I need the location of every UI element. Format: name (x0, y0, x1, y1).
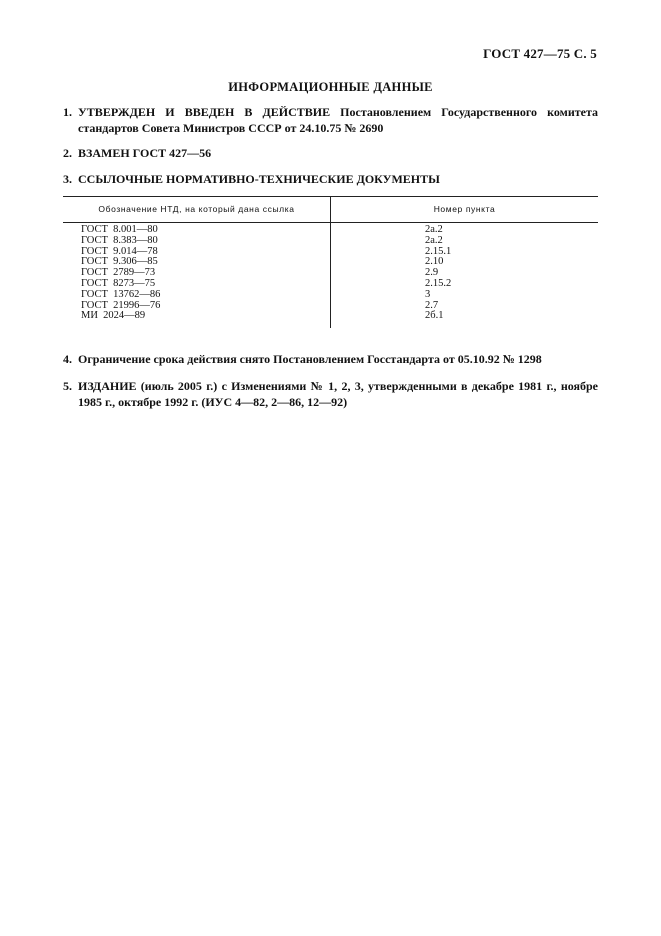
table-row (63, 236, 598, 247)
table-body (63, 225, 598, 322)
cell-document: ГОСТ 8.383—80 (81, 234, 158, 246)
cell-document: ГОСТ 8273—75 (81, 277, 156, 289)
item-number: 3. (63, 172, 72, 186)
cell-document: МИ 2024—89 (81, 310, 146, 322)
item-text: Ограничение срока действия снято Постановлением Госстандарта от 05.10.92 № 1298 (78, 352, 542, 366)
cell-document: ГОСТ 21996—76 (81, 299, 161, 311)
info-item-5 (63, 378, 598, 410)
cell-document: ГОСТ 13762—86 (81, 288, 161, 300)
cell-clause: 2.9 (425, 267, 439, 279)
cell-clause: 2а.2 (425, 234, 443, 246)
info-item-1 (63, 104, 598, 136)
cell-document: ГОСТ 2789—73 (81, 267, 156, 279)
info-item-4 (63, 351, 598, 367)
table-header-document: Обозначение НТД, на который дана ссылка (98, 204, 295, 214)
item-number: 4. (63, 352, 72, 366)
table-row (63, 311, 598, 322)
item-text: ИЗДАНИЕ (июль 2005 г.) с Изменениями № 1, 2, 3, утвержденными в декабре 1981 г., ноябре 1985 г., октябре 1992 г. (ИУС 4—82, 2—86, 12—92) (78, 379, 598, 409)
cell-clause: 2.15.2 (425, 277, 452, 289)
item-number: 1. (63, 105, 72, 119)
info-item-3 (63, 171, 598, 187)
cell-document: ГОСТ 8.001—80 (81, 224, 158, 235)
page-title: ИНФОРМАЦИОННЫЕ ДАННЫЕ (228, 80, 433, 94)
cell-clause: 2.10 (425, 256, 444, 268)
item-text: ВЗАМЕН ГОСТ 427—56 (78, 146, 212, 160)
cell-document: ГОСТ 9.014—78 (81, 245, 158, 257)
cell-clause: 2.15.1 (425, 245, 452, 257)
item-text: УТВЕРЖДЕН И ВВЕДЕН В ДЕЙСТВИЕ Постановлением Государственного комитета стандартов Совета Министров СССР от 24.10.75 № 2690 (78, 105, 598, 135)
table-header-clause: Номер пункта (433, 204, 496, 214)
cell-clause: 2.7 (425, 299, 439, 311)
reference-table (63, 196, 598, 328)
info-item-2 (63, 145, 598, 161)
item-number: 2. (63, 146, 72, 160)
item-text: ССЫЛОЧНЫЕ НОРМАТИВНО-ТЕХНИЧЕСКИЕ ДОКУМЕНТЫ (78, 172, 440, 186)
cell-clause: 2а.2 (425, 224, 443, 235)
item-number: 5. (63, 379, 72, 393)
cell-document: ГОСТ 9.306—85 (81, 256, 158, 268)
page-header: ГОСТ 427—75 С. 5 (483, 46, 597, 61)
cell-clause: 3 (425, 288, 431, 300)
cell-clause: 2б.1 (425, 310, 444, 322)
table-row (63, 290, 598, 301)
